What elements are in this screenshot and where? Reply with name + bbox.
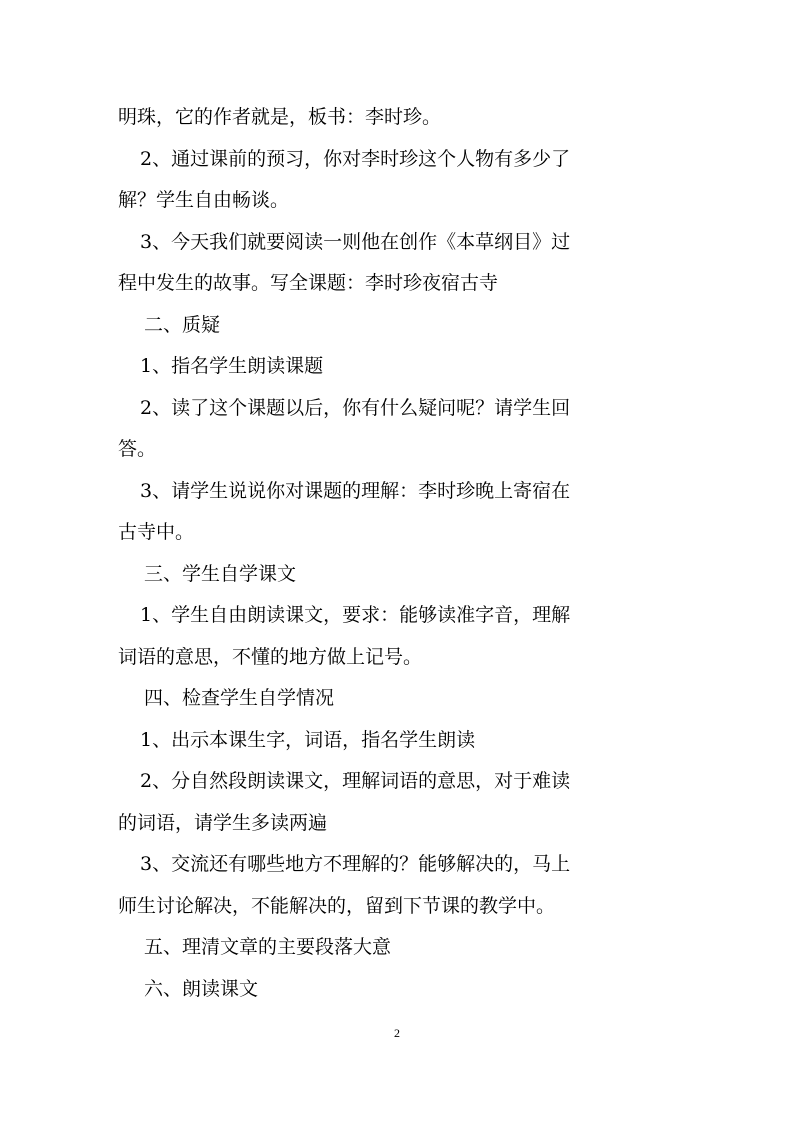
text-line-12: 三、学生自学课文 [144,563,297,585]
text-line-18: 的词语，请学生多读两遍 [118,812,328,834]
text-line-5: 程中发生的故事。写全课题：李时珍夜宿古寺 [118,272,499,294]
text-line-6: 二、质疑 [144,314,221,336]
text-line-9: 答。 [118,438,157,460]
text-line-7: 1、指名学生朗读课题 [140,355,324,377]
text-line-11: 古寺中。 [118,521,195,543]
text-line-2: 2、通过课前的预习，你对李时珍这个人物有多少了 [140,148,571,170]
text-line-16: 1、出示本课生字，词语，指名学生朗读 [140,729,476,751]
text-line-22: 六、朗读课文 [144,978,259,1000]
page-number: 2 [394,1026,400,1040]
text-line-14: 词语的意思，不懂的地方做上记号。 [118,646,423,668]
text-line-19: 3、交流还有哪些地方不理解的？能够解决的，马上 [140,853,571,875]
text-line-15: 四、检查学生自学情况 [144,687,335,709]
text-line-3: 解？学生自由畅谈。 [118,189,290,211]
text-line-4: 3、今天我们就要阅读一则他在创作《本草纲目》过 [140,231,571,253]
text-line-20: 师生讨论解决，不能解决的，留到下节课的教学中。 [118,895,556,917]
text-line-1: 明珠，它的作者就是，板书：李时珍。 [118,106,442,128]
text-line-17: 2、分自然段朗读课文，理解词语的意思，对于难读 [140,770,571,792]
text-line-13: 1、学生自由朗读课文，要求：能够读准字音，理解 [140,604,571,626]
text-line-21: 五、理清文章的主要段落大意 [144,936,392,958]
text-line-10: 3、请学生说说你对课题的理解：李时珍晚上寄宿在 [140,480,571,502]
text-line-8: 2、读了这个课题以后，你有什么疑问呢？请学生回 [140,397,571,419]
